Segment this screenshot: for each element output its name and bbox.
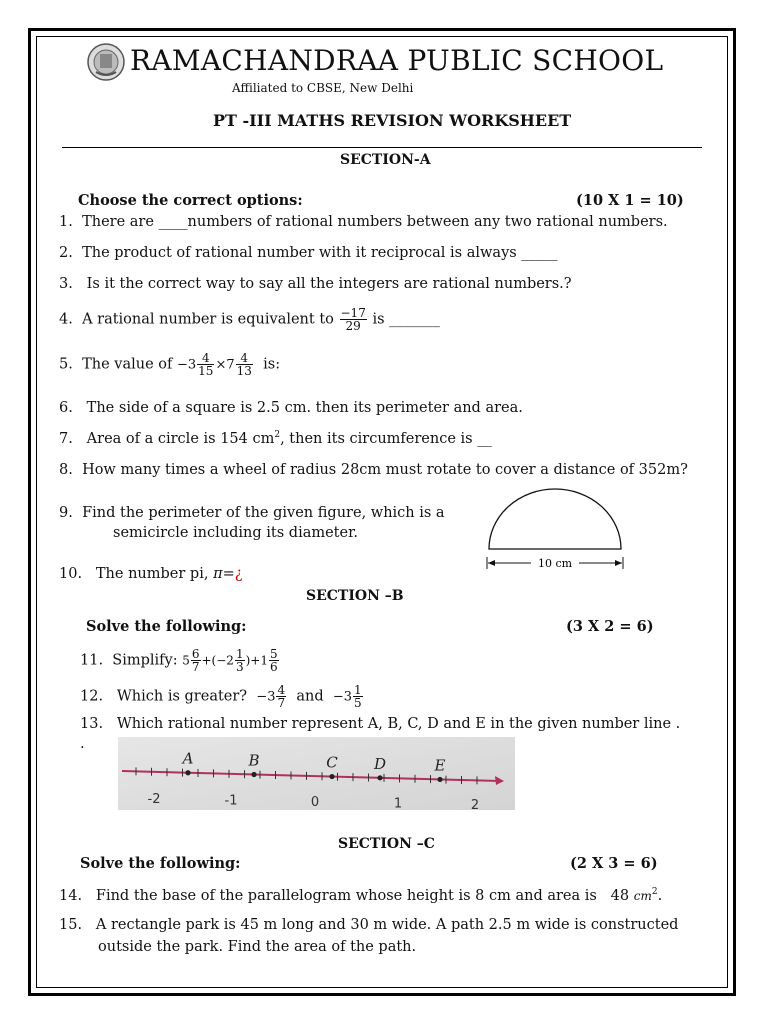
point-a: [185, 770, 190, 775]
tick-label: -2: [147, 792, 161, 807]
section-c-marks: (2 X 3 = 6): [570, 855, 658, 872]
point-d: [377, 775, 382, 780]
question-15: 15. A rectangle park is 45 m long and 30 m wide. A path 2.5 m wide is constructed: [59, 917, 679, 933]
point-label: B: [248, 751, 260, 770]
question-10: 10. The number pi, π=¿: [59, 566, 243, 582]
question-2: 2. The product of rational number with it reciprocal is always _____: [59, 245, 558, 261]
figure-label: 10 cm: [537, 557, 573, 570]
question-11: 11. Simplify: 5 $\frac{6}{7}$ +(−2 $\frac{1}{3}$ )+1 $\frac{5}{6}$: [80, 647, 278, 674]
question-3: 3. Is it the correct way to say all the integers are rational numbers.?: [59, 276, 572, 292]
section-b-instruction: Solve the following:: [86, 618, 247, 635]
section-b-marks: (3 X 2 = 6): [566, 618, 654, 635]
question-6: 6. The side of a square is 2.5 cm. then its perimeter and area.: [59, 400, 523, 416]
question-5: 5. The value of −3 $\frac{4}{15}$ ×7 $\frac{4}{13}$ is:: [59, 351, 281, 378]
worksheet-title: PT -III MATHS REVISION WORKSHEET: [213, 111, 572, 130]
header-divider: [62, 147, 702, 148]
section-c-instruction: Solve the following:: [80, 855, 241, 872]
question-13: 13. Which rational number represent A, B, C, D and E in the given number line .: [80, 716, 681, 732]
question-4: 4. A rational number is equivalent to $\frac{-17}{29}$ is _______: [59, 306, 440, 333]
question-12: 12. Which is greater? −3 $\frac{4}{7}$ and −3 $\frac{1}{5}$: [80, 683, 362, 710]
question-9-line2: semicircle including its diameter.: [113, 525, 359, 541]
point-label: C: [326, 753, 338, 772]
section-b-heading: SECTION –B: [306, 588, 404, 604]
tick-label: 2: [470, 798, 480, 810]
point-label: A: [182, 749, 194, 768]
point-label: D: [373, 754, 387, 773]
question-1: 1. There are ____numbers of rational numbers between any two rational numbers.: [59, 214, 668, 230]
question-7: 7. Area of a circle is 154 $cm^2$, then its circumference is __: [59, 430, 492, 447]
tick-label: 1: [393, 796, 403, 810]
fraction: $\frac{4}{15}$: [198, 351, 214, 378]
tick-label: 0: [310, 795, 320, 810]
semicircle-figure: [483, 483, 629, 573]
question-15-line2: outside the park. Find the area of the path.: [98, 939, 417, 955]
section-a-heading: SECTION-A: [340, 152, 431, 168]
point-e: [437, 777, 442, 782]
section-c-heading: SECTION –C: [338, 836, 435, 852]
question-9: 9. Find the perimeter of the given figure, which is a: [59, 505, 445, 521]
tick-label: -1: [224, 793, 238, 809]
point-c: [329, 774, 334, 779]
question-13-dot: .: [80, 736, 85, 752]
point-b: [251, 772, 256, 777]
school-name: RAMACHANDRAA PUBLIC SCHOOL: [130, 44, 664, 77]
number-line-photo: [118, 737, 515, 810]
affiliation: Affiliated to CBSE, New Delhi: [232, 81, 414, 95]
school-logo: [86, 42, 126, 82]
section-a-marks: (10 X 1 = 10): [576, 192, 684, 209]
point-label: E: [434, 756, 446, 775]
fraction: $\frac{4}{13}$: [236, 351, 252, 378]
question-8: 8. How many times a wheel of radius 28cm must rotate to cover a distance of 352m?: [59, 462, 688, 478]
question-14: 14. Find the base of the parallelogram whose height is 8 cm and area is 48 $cm^2$.: [59, 887, 663, 904]
fraction: $\frac{-17}{29}$: [340, 306, 366, 333]
section-a-instruction: Choose the correct options:: [78, 192, 303, 209]
